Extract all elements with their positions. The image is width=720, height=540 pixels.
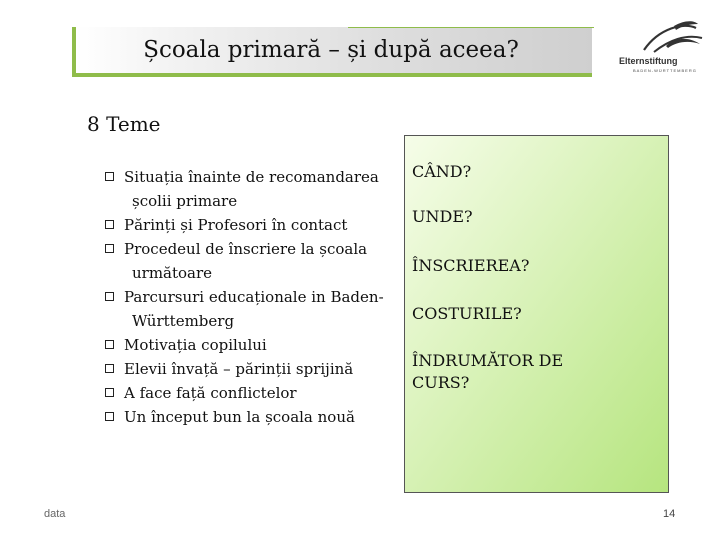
list-item: Motivația copilului [104,333,389,357]
list-item: Părinți și Profesori în contact [104,213,389,237]
list-item: Situația înainte de recomandarea școlii primare [104,165,389,213]
page-number: 14 [663,508,676,520]
checkbox-bullet-icon [105,388,114,397]
slide-title: Școala primară – și după aceea? [143,37,519,63]
list-item: Parcursuri educaționale in Baden-Württemberg [104,285,389,333]
topic-list [104,165,389,429]
elternstiftung-logo [614,18,714,80]
title-bar-line [348,27,594,28]
list-item: Un început bun la școala nouă [104,405,389,429]
checkbox-bullet-icon [105,172,114,181]
swirl-logo-icon [614,18,714,58]
question-where: UNDE? [412,207,473,226]
question-enrollment: ÎNSCRIEREA? [412,256,530,275]
checkbox-bullet-icon [105,244,114,253]
list-item: Elevii învață – părinții sprijină [104,357,389,381]
list-item: A face față conflictelor [104,381,389,405]
footer-date: data [44,508,66,520]
checkbox-bullet-icon [105,340,114,349]
question-costs: COSTURILE? [412,304,522,323]
list-item: Procedeul de înscriere la școala următoare [104,237,389,285]
logo-subtext: BADEN-WÜRTTEMBERG [633,68,697,73]
title-bar [72,27,592,77]
checkbox-bullet-icon [105,292,114,301]
questions-panel [404,135,669,493]
checkbox-bullet-icon [105,412,114,421]
checkbox-bullet-icon [105,220,114,229]
checkbox-bullet-icon [105,364,114,373]
logo-text: Elternstiftung [619,56,678,66]
question-course-guide: ÎNDRUMĂTOR DE CURS? [412,351,564,392]
question-when: CÂND? [412,162,472,181]
subtitle: 8 Teme [87,112,161,136]
